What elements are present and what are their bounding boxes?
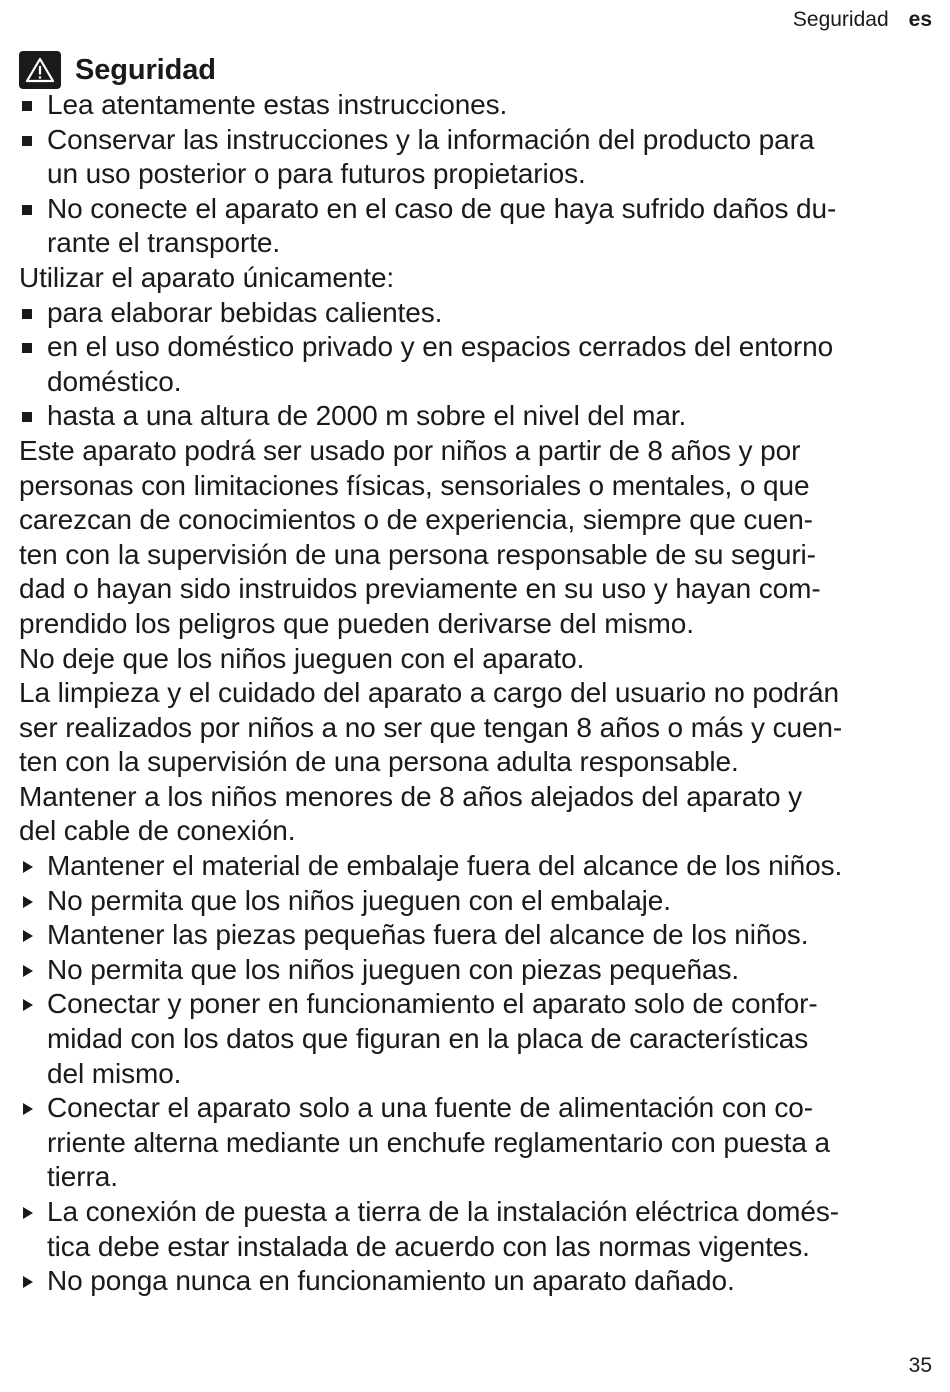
list-item-line: No permita que los niños jueguen con piezas pequeñas.	[47, 953, 740, 985]
paragraph-keep-away	[19, 780, 935, 849]
triangle-arrow-icon	[23, 861, 33, 873]
paragraph-line: Este aparato podrá ser usado por niños a partir de 8 años y por	[19, 434, 801, 466]
paragraph-line: ser realizados por niños a no ser que tengan 8 años o más y cuen-	[19, 711, 843, 743]
paragraph-no-play	[19, 642, 935, 677]
section-heading	[19, 46, 935, 94]
triangle-arrow-icon	[23, 1276, 33, 1288]
paragraph-line: personas con limitaciones físicas, sensoriales o mentales, o que	[19, 469, 810, 501]
paragraph-line: La limpieza y el cuidado del aparato a cargo del usuario no podrán	[19, 677, 839, 709]
list-item-line: hasta a una altura de 2000 m sobre el nivel del mar.	[47, 400, 687, 432]
list-item-line: doméstico.	[47, 365, 182, 397]
action-item	[19, 953, 935, 988]
list-item-line: Lea atentamente estas instrucciones.	[47, 89, 508, 120]
list-item-line: Conservar las instrucciones y la información del producto para	[47, 123, 815, 155]
section-title: Seguridad	[75, 53, 216, 86]
list-item-line: en el uso doméstico privado y en espacios cerrados del entorno	[47, 331, 834, 363]
list-item-line: midad con los datos que figuran en la placa de características	[47, 1023, 809, 1055]
paragraph-line: ten con la supervisión de una persona responsable de su seguri-	[19, 538, 816, 570]
list-item-line: rante el transporte.	[47, 227, 281, 259]
paragraph-children	[19, 434, 935, 642]
paragraph-line: No deje que los niños jueguen con el aparato.	[19, 642, 585, 674]
list-item-line: tica debe estar instalada de acuerdo con las normas vigentes.	[47, 1230, 810, 1262]
list-item-line: tierra.	[47, 1161, 118, 1193]
list-item-line: No conecte el aparato en el caso de que haya sufrido daños du-	[47, 192, 837, 224]
square-bullet-icon	[22, 101, 32, 111]
paragraph-line: Mantener a los niños menores de 8 años alejados del aparato y	[19, 780, 803, 812]
paragraph-line: prendido los peligros que pueden derivarse del mismo.	[19, 607, 694, 639]
list-item-line: Conectar y poner en funcionamiento el aparato solo de confor-	[47, 988, 818, 1020]
list-item-line: No permita que los niños jueguen con el embalaje.	[47, 884, 671, 916]
square-bullet-icon	[22, 309, 32, 319]
action-item	[19, 1264, 935, 1299]
list-item-line: Conectar el aparato solo a una fuente de alimentación con co-	[47, 1092, 813, 1124]
list-item	[19, 399, 935, 434]
paragraph-line: del cable de conexión.	[19, 815, 296, 847]
square-bullet-icon	[22, 136, 32, 146]
list-item-line: No ponga nunca en funcionamiento un aparato dañado.	[47, 1265, 735, 1297]
paragraph-line: ten con la supervisión de una persona adulta responsable.	[19, 746, 739, 778]
paragraph-cleaning	[19, 676, 935, 780]
paragraph-use: Utilizar el aparato únicamente:	[19, 261, 395, 293]
list-item	[19, 330, 935, 399]
running-header	[793, 8, 932, 32]
triangle-arrow-icon	[23, 1103, 33, 1115]
triangle-arrow-icon	[23, 1207, 33, 1219]
square-bullet-icon	[22, 412, 32, 422]
page-number: 35	[908, 1354, 932, 1377]
triangle-arrow-icon	[23, 896, 33, 908]
list-item-line: un uso posterior o para futuros propietarios.	[47, 158, 586, 190]
list-item-line: del mismo.	[47, 1057, 182, 1089]
use-bullets	[19, 296, 935, 434]
action-item	[19, 918, 935, 953]
list-item	[19, 296, 935, 331]
triangle-arrow-icon	[23, 965, 33, 977]
header-language: es	[908, 8, 932, 31]
triangle-arrow-icon	[23, 930, 33, 942]
action-item	[19, 1091, 935, 1195]
list-item-line: rriente alterna mediante un enchufe reglamentario con puesta a	[47, 1126, 830, 1158]
action-item	[19, 1195, 935, 1264]
safety-section	[19, 46, 935, 1299]
action-item	[19, 884, 935, 919]
list-item	[19, 192, 935, 261]
action-item	[19, 987, 935, 1091]
action-item	[19, 849, 935, 884]
list-item-line: Mantener el material de embalaje fuera del alcance de los niños.	[47, 850, 843, 882]
list-item	[19, 123, 935, 192]
paragraph-line: dad o hayan sido instruidos previamente en su uso y hayan com-	[19, 573, 821, 605]
list-item-line: para elaborar bebidas calientes.	[47, 296, 443, 328]
paragraph-line: carezcan de conocimientos o de experiencia, siempre que cuen-	[19, 504, 813, 536]
triangle-arrow-icon	[23, 999, 33, 1011]
list-item-line: Mantener las piezas pequeñas fuera del alcance de los niños.	[47, 919, 809, 951]
header-section: Seguridad	[792, 8, 889, 31]
list-item	[19, 88, 935, 123]
warning-triangle-icon	[19, 51, 61, 89]
general-bullets	[19, 88, 935, 261]
square-bullet-icon	[22, 343, 32, 353]
square-bullet-icon	[22, 205, 32, 215]
action-steps	[19, 849, 935, 1299]
list-item-line: La conexión de puesta a tierra de la instalación eléctrica domés-	[47, 1196, 839, 1227]
